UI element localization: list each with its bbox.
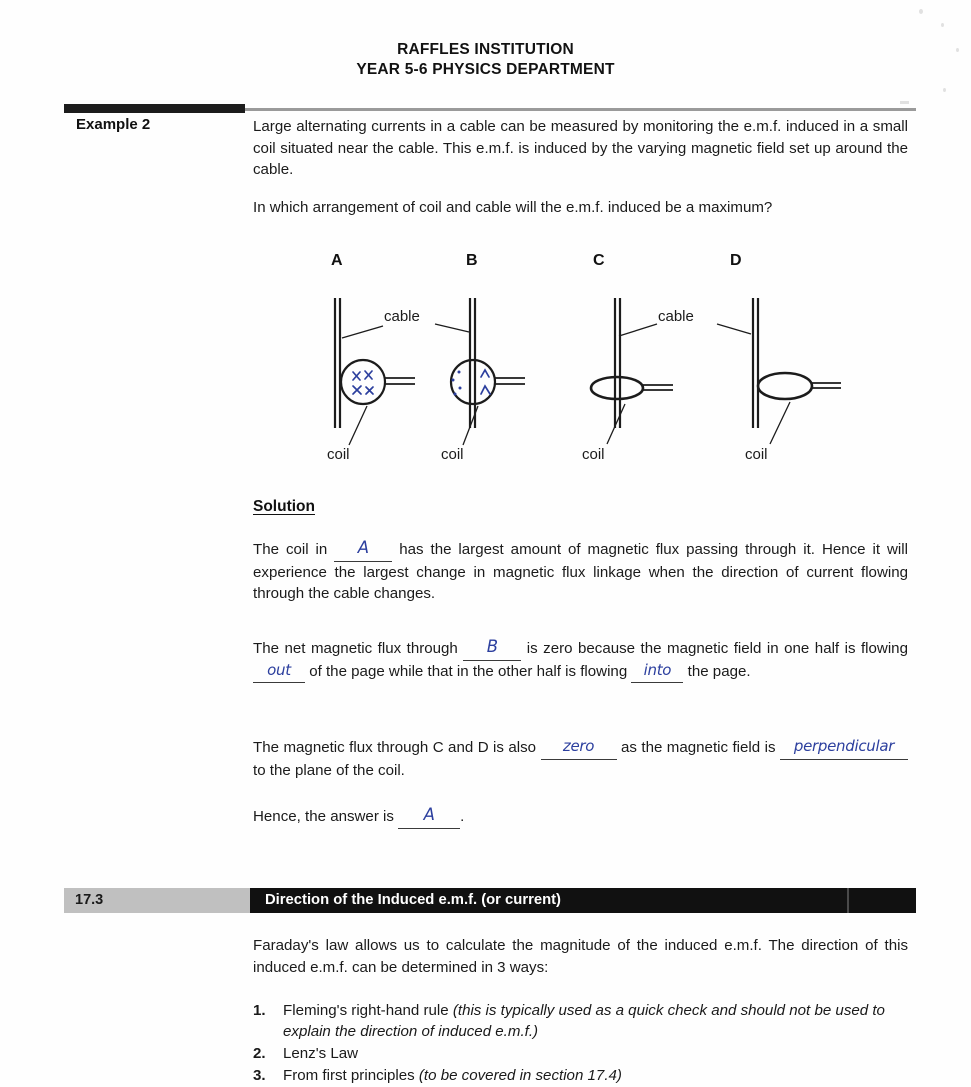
section-bar-seam: [847, 888, 849, 913]
list-item-number: 3.: [253, 1067, 266, 1084]
handwritten-answer-5: zero: [562, 737, 595, 755]
answer-blank-2[interactable]: [463, 637, 521, 661]
coil-label-a: coil: [327, 446, 350, 463]
solution-p2-mid-2: of the page while that in the other half is flowing: [309, 662, 628, 680]
handwritten-answer-7: A: [423, 805, 435, 824]
solution-p1-after: has the largest amount of magnetic flux passing through it. Hence it will experience the largest change in magnetic flux linkage when the direction of current flowing through the cable changes.: [253, 541, 908, 602]
diagram-option-b: B: [466, 252, 478, 269]
solution-paragraph-2: [253, 637, 908, 683]
scan-speck: [943, 88, 946, 92]
example-thick-rule: [64, 104, 245, 113]
list-item-note: (to be covered in section 17.4): [418, 1067, 622, 1084]
school-name: RAFFLES INSTITUTION: [397, 41, 574, 58]
scan-speck: [941, 23, 944, 27]
list-item-number: 2.: [253, 1045, 266, 1062]
answer-blank-3[interactable]: [253, 661, 305, 684]
list-item-body: [283, 1043, 911, 1064]
example-label: Example 2: [76, 116, 151, 133]
solution-p3-before: The magnetic flux through C and D is also: [253, 739, 537, 756]
solution-p4-before: Hence, the answer is: [253, 808, 394, 825]
section-number: 17.3: [75, 892, 104, 908]
coil-label-c: coil: [582, 446, 605, 463]
scan-speck: [919, 9, 923, 14]
cable-label-right: cable: [658, 308, 694, 325]
list-item: [253, 1000, 911, 1042]
handwritten-answer-6: perpendicular: [793, 737, 895, 755]
handwritten-answer-3: out: [267, 660, 291, 679]
page-header: [0, 40, 971, 80]
diagram-option-a: A: [331, 252, 343, 269]
solution-p1-before: The coil in: [253, 541, 328, 558]
solution-p2-before: The net magnetic flux through: [253, 640, 458, 657]
list-item-text: From first principles: [283, 1067, 415, 1084]
answer-blank-7[interactable]: [398, 805, 460, 829]
list-item: [253, 1043, 911, 1064]
methods-list: [253, 1000, 911, 1087]
handwritten-answer-1: A: [357, 538, 369, 557]
list-item-text: Fleming's right-hand rule: [283, 1002, 449, 1019]
list-item-number: 1.: [253, 1002, 266, 1019]
solution-paragraph-4: [253, 805, 908, 829]
solution-p2-mid-1: is zero because the magnetic field in one half is flowing: [526, 640, 908, 657]
diagram-option-d: D: [730, 252, 742, 269]
solution-paragraph-3: [253, 737, 908, 781]
department-name: YEAR 5-6 PHYSICS DEPARTMENT: [356, 61, 615, 78]
coil-label-d: coil: [745, 446, 768, 463]
coil-label-b: coil: [441, 446, 464, 463]
solution-p3-end: to the plane of the coil.: [253, 761, 405, 779]
scan-speck: [900, 101, 909, 104]
answer-blank-5[interactable]: [541, 737, 617, 760]
answer-blank-6[interactable]: [780, 737, 908, 760]
example-paragraph-1: Large alternating currents in a cable can be measured by monitoring the e.m.f. induced in a small coil situated near the cable. This e.m.f. is induced by the varying magnetic field set up around the cable.: [253, 118, 908, 178]
coil-cable-diagram: [285, 248, 845, 480]
handwritten-answer-4: into: [643, 660, 672, 679]
section-title: Direction of the Induced e.m.f. (or current): [265, 892, 561, 908]
solution-p4-end: .: [460, 808, 465, 825]
diagram-option-c: C: [593, 252, 605, 269]
example-paragraph-2: In which arrangement of coil and cable will the e.m.f. induced be a maximum?: [253, 199, 773, 216]
list-item-body: [283, 1065, 911, 1086]
section-intro-paragraph: Faraday's law allows us to calculate the magnitude of the induced e.m.f. The direction of this induced e.m.f. can be determined in 3 ways:: [253, 937, 908, 976]
arrow-marks-annotation: [481, 370, 490, 394]
answer-blank-1[interactable]: [334, 538, 392, 562]
answer-blank-4[interactable]: [631, 661, 683, 684]
solution-paragraph-1: [253, 538, 908, 605]
handwritten-answer-2: B: [486, 637, 498, 656]
solution-heading: Solution: [253, 498, 315, 515]
cable-label-left: cable: [384, 308, 420, 325]
list-item-text: Lenz's Law: [283, 1045, 359, 1062]
solution-p2-end: the page.: [687, 662, 751, 680]
list-item-note: (this is typically used as a quick check and should not be used to explain the direction of induced e.m.f.): [283, 1002, 885, 1040]
solution-p3-mid: as the magnetic field is: [620, 739, 776, 756]
list-item: [253, 1065, 911, 1086]
list-item-body: [283, 1000, 911, 1042]
cross-marks-annotation: [353, 371, 373, 394]
